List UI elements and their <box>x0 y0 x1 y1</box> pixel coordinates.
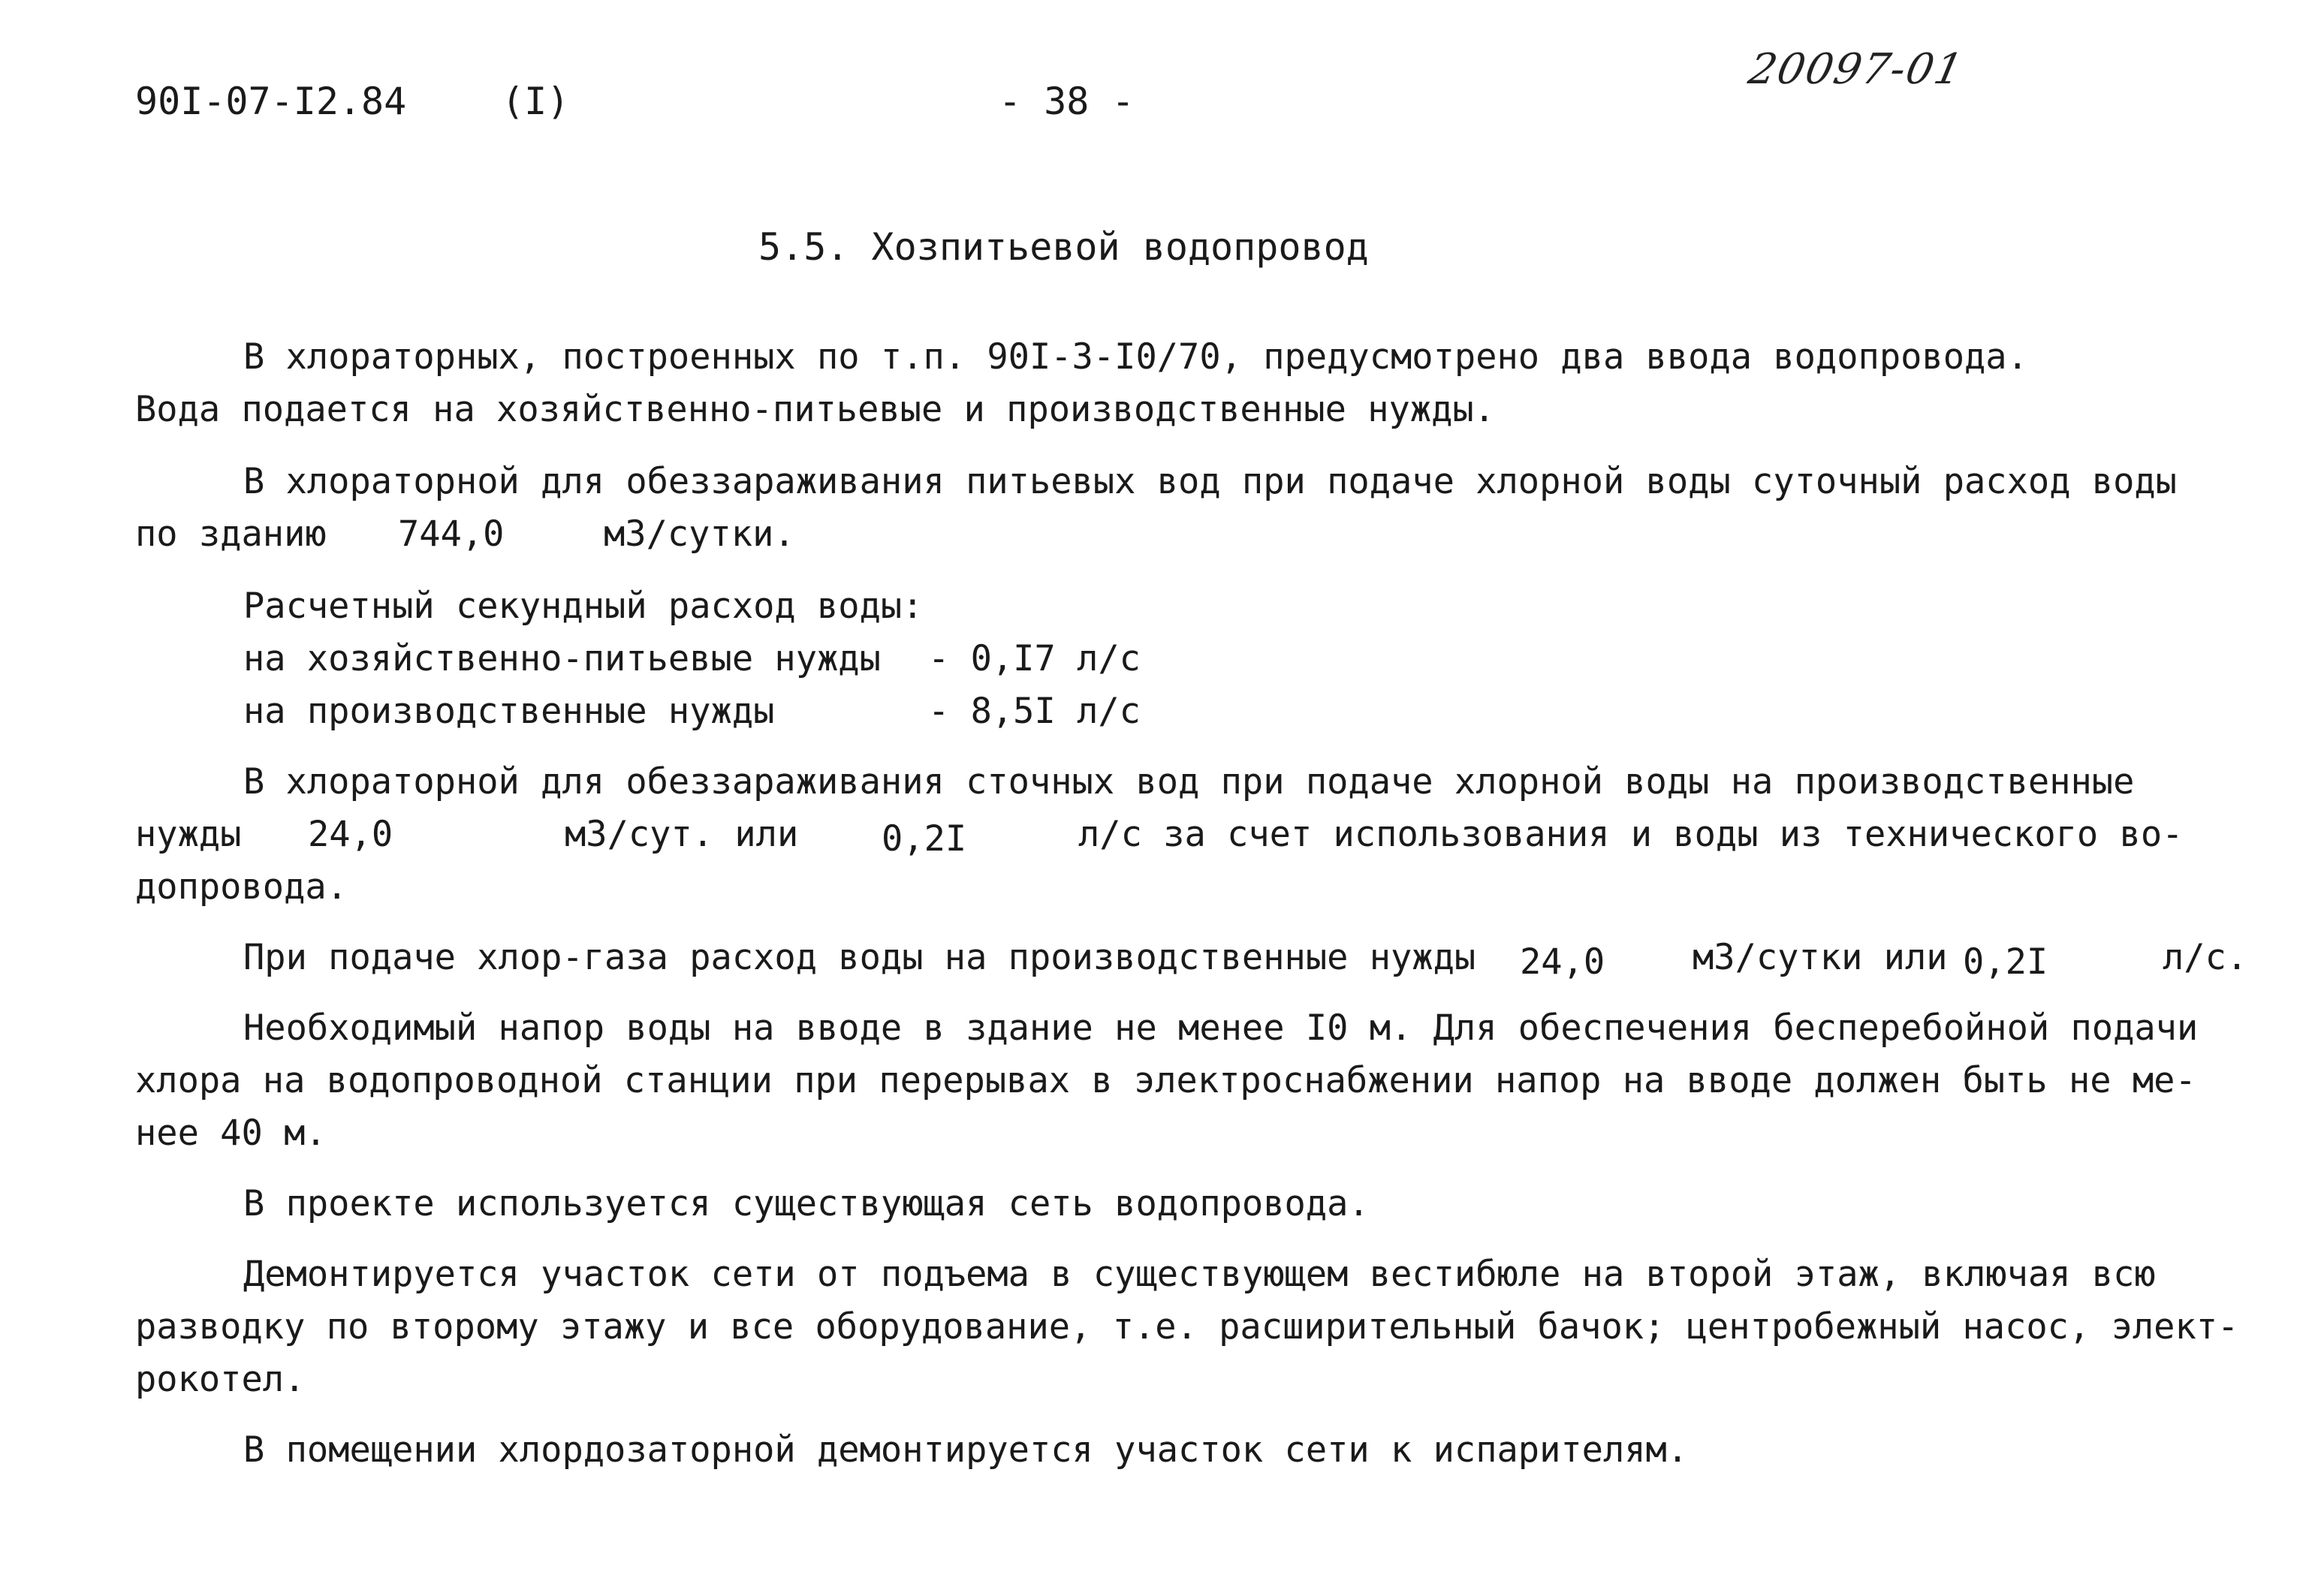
section-title: 5.5. Хозпитьевой водопровод <box>758 225 1369 269</box>
p4-line-1: В хлораторной для обеззараживания сточных вод при подаче хлорной воды на производственные <box>243 761 2135 803</box>
handwritten-number: 20097-01 <box>1744 45 1969 94</box>
p5-flow-unit: л/с. <box>2163 937 2248 978</box>
p4-line-3: допровода. <box>135 866 348 908</box>
p2-line-1: В хлораторной для обеззараживания питьевых вод при подаче хлорной воды суточный расход воды <box>243 461 2177 502</box>
p2-line-2-label: по зданию <box>135 513 327 555</box>
p8-line-1: Демонтируется участок сети от подъема в существующем вестибюле на второй этаж, включая всю <box>243 1254 2156 1295</box>
page-number: - 38 - <box>999 80 1135 123</box>
p5-volume-unit: м3/сутки или <box>1693 937 1948 978</box>
p8-line-3: рокотел. <box>135 1359 306 1400</box>
p4-line-2-rest: л/с за счет использования и воды из технического во- <box>1078 814 2184 855</box>
volume-label: (I) <box>502 80 570 123</box>
p6-line-1: Необходимый напор воды на вводе в здание не менее I0 м. Для обеспечения бесперебойной подачи <box>243 1007 2199 1049</box>
p9-line-1: В помещении хлордозаторной демонтируется участок сети к испарителям. <box>243 1429 1689 1471</box>
p5-volume-value: 24,0 <box>1520 941 1605 983</box>
p5-text: При подаче хлор-газа расход воды на производственные нужды <box>243 937 1476 978</box>
p4-line-2-label: нужды <box>135 814 242 855</box>
p4-volume-value: 24,0 <box>308 814 393 855</box>
p6-line-3: нее 40 м. <box>135 1113 327 1154</box>
p3-industrial-label: на производственные нужды <box>243 691 775 732</box>
p3-industrial-value: - 8,5I л/с <box>928 691 1141 732</box>
p1-line-2: Вода подается на хозяйственно-питьевые и производственные нужды. <box>135 389 1495 430</box>
p4-volume-unit: м3/сут. или <box>565 814 799 855</box>
p3-line-1: Расчетный секундный расход воды: <box>243 586 924 627</box>
p3-domestic-label: на хозяйственно-питьевые нужды <box>243 638 881 679</box>
p1-line-1: В хлораторных, построенных по т.п. 90I-3-I0/70, предусмотрено два ввода водопровода. <box>243 336 2028 378</box>
p5-flow-value: 0,2I <box>1963 941 2048 983</box>
p4-flow-value: 0,2I <box>882 818 967 860</box>
p2-daily-volume-value: 744,0 <box>398 513 505 555</box>
p6-line-2: хлора на водопроводной станции при перерывах в электроснабжении напор на вводе должен быть не ме- <box>135 1060 2196 1101</box>
p2-daily-volume-unit: м3/сутки. <box>604 513 795 555</box>
p8-line-2: разводку по второму этажу и все оборудование, т.е. расширительный бачок; центробежный насос, элект- <box>135 1306 2239 1348</box>
doc-code: 90I-07-I2.84 <box>135 80 407 123</box>
p3-domestic-value: - 0,I7 л/с <box>928 638 1141 679</box>
p7-line-1: В проекте используется существующая сеть водопровода. <box>243 1183 1370 1224</box>
